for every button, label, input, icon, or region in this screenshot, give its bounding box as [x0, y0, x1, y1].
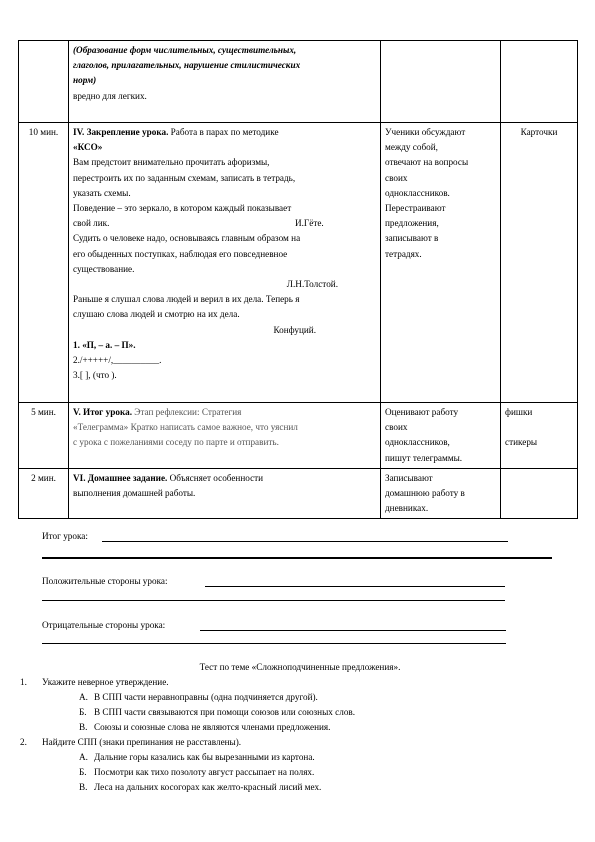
- negative-line: [200, 630, 506, 631]
- text-line: вредно для легких.: [73, 90, 147, 101]
- time-cell: [19, 41, 69, 123]
- positive-line: [205, 586, 505, 587]
- option-text: Дальние горы казались как бы вырезанными из картона.: [94, 752, 315, 762]
- itog-label: Итог урока:: [42, 531, 88, 541]
- text-line: Записывают: [385, 472, 433, 483]
- time-cell: 5 мин.: [19, 403, 69, 469]
- text-line: Оценивают работу: [385, 407, 459, 417]
- text-line: Раньше я слушал слова людей и верил в их дела. Теперь я: [73, 294, 300, 305]
- table-row: [19, 41, 578, 123]
- negative-label: Отрицательные стороны урока:: [42, 620, 166, 630]
- text-line: Вам предстоит внимательно прочитать афоризмы,: [73, 157, 270, 168]
- option-text: Союзы и союзные слова не являются членами предложения.: [94, 722, 331, 732]
- stage-title: V. Итог урока.: [73, 407, 132, 417]
- option-letter: Б.: [79, 767, 87, 777]
- answer-option: [20, 705, 580, 720]
- text-line: выполнения домашней работы.: [73, 488, 196, 499]
- text-line: слушаю слова людей и смотрю на их дела.: [73, 309, 240, 320]
- students-cell: [381, 403, 501, 469]
- text-line: существование.: [73, 263, 135, 274]
- positive-label: Положительные стороны урока:: [42, 576, 168, 586]
- text-line: записывают в: [385, 233, 439, 244]
- question: [20, 675, 580, 690]
- test-section: [20, 660, 580, 795]
- table-row: [19, 468, 578, 519]
- method-name: «КСО»: [73, 142, 103, 153]
- time-cell: 10 мин.: [19, 123, 69, 403]
- option-text: В СПП части связываются при помощи союзов или союзных слов.: [94, 707, 356, 717]
- resources-cell: Карточки: [501, 123, 578, 403]
- answer-option: [20, 750, 580, 765]
- answer-option: [20, 765, 580, 780]
- text-line: Этап рефлексии: Стратегия: [132, 407, 242, 417]
- text-line: предложения,: [385, 218, 439, 229]
- text-line: перестроить их по заданным схемам, записать в тетрадь,: [73, 172, 296, 183]
- text-line: тетрадях.: [385, 248, 422, 259]
- scheme: 3.[ ], (что ).: [73, 370, 117, 381]
- table-row: [19, 123, 578, 403]
- text-line: с урока с пожеланиями соседу по парте и отправить.: [73, 437, 279, 448]
- question-text: Укажите неверное утверждение.: [42, 677, 169, 687]
- text-line: Ученики обсуждают: [385, 127, 466, 137]
- text-line: пишут телеграммы.: [385, 452, 463, 463]
- option-letter: В.: [79, 722, 88, 732]
- answer-option: [20, 690, 580, 705]
- students-cell: [381, 123, 501, 403]
- resources-cell: [501, 403, 578, 469]
- stage-title: IV. Закрепление урока.: [73, 127, 169, 137]
- author: Л.Н.Толстой.: [286, 279, 338, 290]
- resources-cell: [501, 468, 578, 519]
- stage-cell: [69, 403, 381, 469]
- text-line: норм): [73, 75, 97, 86]
- option-letter: А.: [79, 752, 88, 762]
- test-title: Тест по теме «Сложноподчиненные предложения».: [199, 662, 401, 672]
- text-line: Поведение – это зеркало, в котором каждый показывает: [73, 203, 292, 214]
- stage-title: VI. Домашнее задание.: [73, 472, 168, 483]
- text-line: дневниках.: [385, 503, 429, 514]
- scheme: 1. «П, – а. – П».: [73, 339, 136, 350]
- text-line: стикеры: [505, 437, 538, 448]
- text-line: указать схемы.: [73, 187, 131, 198]
- text-line: своих: [385, 422, 408, 433]
- text-line: между собой,: [385, 142, 438, 153]
- text-line: его обыденных поступках, наблюдая его повседневное: [73, 248, 288, 259]
- stage-text: Работа в парах по методике: [168, 127, 279, 137]
- option-letter: А.: [79, 692, 88, 702]
- text-line: фишки: [505, 407, 533, 417]
- answer-option: [20, 780, 580, 795]
- students-cell: [381, 41, 501, 123]
- table-row: [19, 403, 578, 469]
- lesson-plan-table: [18, 40, 578, 519]
- text-line: Судить о человеке надо, основываясь главным образом на: [73, 233, 301, 244]
- question-number: 1.: [20, 677, 27, 687]
- resources-cell: [501, 41, 578, 123]
- question-text: Найдите СПП (знаки препинания не расставлены).: [42, 737, 242, 747]
- author: И.Гёте.: [295, 218, 324, 229]
- stage-cell: [69, 41, 381, 123]
- negative-line: [42, 643, 506, 644]
- option-letter: Б.: [79, 707, 87, 717]
- text-line: домашнюю работу в: [385, 488, 465, 499]
- text-line: «Телеграмма» Кратко написать самое важное, что уяснил: [73, 422, 298, 433]
- stage-cell: [69, 123, 381, 403]
- text-line: (Образование форм числительных, существительных,: [73, 45, 297, 55]
- option-text: Леса на дальних косогорах как желто-красный лисий мех.: [94, 782, 322, 792]
- text-line: одноклассников,: [385, 437, 450, 448]
- scheme: 2./+++++/,__________.: [73, 355, 162, 366]
- text-line: глаголов, прилагательных, нарушение стилистических: [73, 60, 301, 71]
- option-letter: В.: [79, 782, 88, 792]
- itog-line: [42, 557, 552, 559]
- students-cell: [381, 468, 501, 519]
- stage-cell: [69, 468, 381, 519]
- option-text: Посмотри как тихо позолоту август рассыпает на полях.: [94, 767, 315, 777]
- author: Конфуций.: [273, 324, 316, 335]
- text-line: свой лик.: [73, 218, 110, 229]
- text-line: одноклассников.: [385, 187, 450, 198]
- question-number: 2.: [20, 737, 27, 747]
- positive-line: [42, 600, 505, 601]
- itog-line: [102, 541, 508, 542]
- question: [20, 735, 580, 750]
- text-line: Перестраивают: [385, 203, 446, 214]
- text-line: своих: [385, 172, 408, 183]
- text-line: Объясняет особенности: [167, 472, 264, 483]
- option-text: В СПП части неравноправны (одна подчиняется другой).: [94, 692, 318, 702]
- text-line: отвечают на вопросы: [385, 157, 469, 168]
- time-cell: 2 мин.: [19, 468, 69, 519]
- answer-option: [20, 720, 580, 735]
